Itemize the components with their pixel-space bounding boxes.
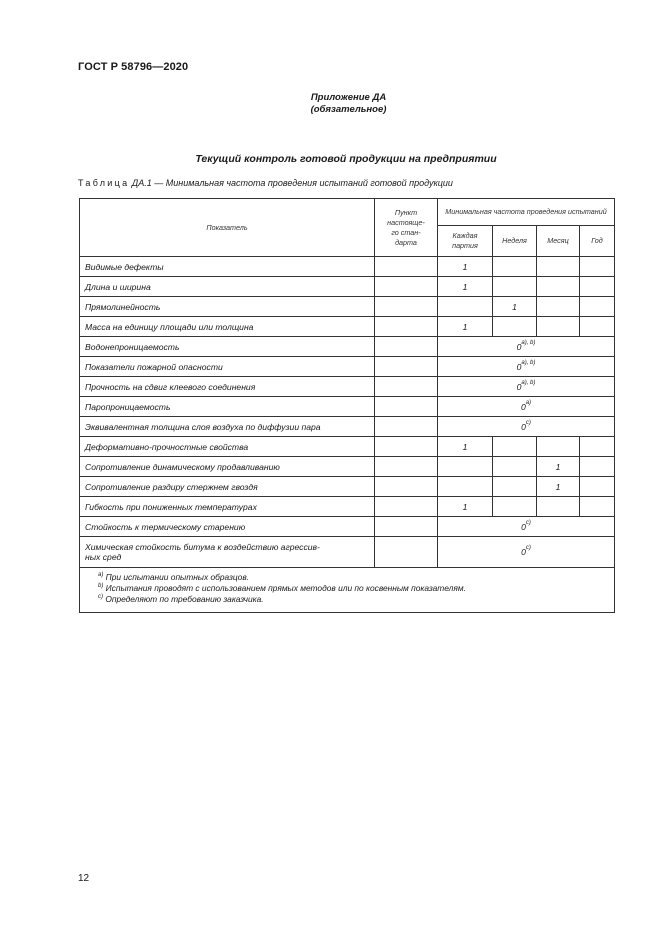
table-row — [80, 277, 615, 297]
table-row — [80, 317, 615, 337]
row-year — [580, 277, 615, 297]
row-batch: 1 — [438, 317, 493, 337]
row-month — [537, 497, 580, 517]
row-indicator: Водонепроницаемость — [80, 337, 375, 357]
row-indicator-line: Химическая стойкость битума к воздействию агрессив- — [85, 542, 320, 552]
row-year — [580, 497, 615, 517]
caption-text: Минимальная частота проведения испытаний готовой продукции — [165, 178, 453, 188]
table-row — [80, 497, 615, 517]
row-batch: 1 — [438, 497, 493, 517]
row-clause — [375, 437, 438, 457]
table-row — [80, 337, 615, 357]
header-clause-line: Пункт — [394, 207, 418, 217]
section-title: Текущий контроль готовой продукции на предприятии — [195, 153, 497, 165]
row-week — [493, 497, 537, 517]
row-week — [493, 277, 537, 297]
header-indicator: Показатель — [80, 199, 375, 257]
header-batch-line: Каждая — [452, 231, 478, 240]
table-row — [80, 357, 615, 377]
table-row — [80, 517, 615, 537]
row-month — [537, 437, 580, 457]
footnote-text: При испытании опытных образцов. — [103, 572, 250, 582]
footnote-mark: c) — [98, 594, 103, 600]
row-month: 1 — [537, 457, 580, 477]
row-week — [493, 257, 537, 277]
table-notes — [80, 568, 615, 613]
frequency-value: 0 — [521, 547, 526, 557]
row-clause — [375, 317, 438, 337]
header-clause — [375, 199, 438, 257]
frequency-value: 0 — [516, 361, 522, 372]
table-caption — [78, 178, 453, 188]
row-indicator: Гибкость при пониженных температурах — [80, 497, 375, 517]
header-batch-line: партия — [452, 241, 478, 250]
row-clause — [375, 377, 438, 397]
row-frequency-merged — [438, 417, 615, 437]
row-clause — [375, 297, 438, 317]
row-indicator: Сопротивление динамическому продавливанию — [80, 457, 375, 477]
caption-number: ДА.1 — [131, 178, 152, 188]
table-row — [80, 417, 615, 437]
frequency-value: 0 — [516, 381, 522, 392]
table-row — [80, 537, 615, 568]
row-indicator: Масса на единицу площади или толщина — [80, 317, 375, 337]
footnote-ref: c) — [525, 419, 531, 426]
row-batch — [438, 477, 493, 497]
footnote — [98, 572, 609, 583]
row-frequency-merged — [438, 357, 615, 377]
row-week — [493, 477, 537, 497]
appendix-title: Приложение ДА — [310, 92, 387, 103]
row-clause — [375, 497, 438, 517]
header-frequency: Минимальная частота проведения испытаний — [438, 199, 615, 226]
footnote-ref: а) — [525, 399, 532, 406]
notes-row — [80, 568, 615, 613]
row-indicator: Деформативно-прочностные свойства — [80, 437, 375, 457]
caption-prefix: Таблица — [78, 178, 130, 188]
row-month — [537, 297, 580, 317]
table-row — [80, 397, 615, 417]
row-batch: 1 — [438, 437, 493, 457]
frequency-value: 0 — [521, 421, 526, 432]
row-clause — [375, 457, 438, 477]
row-year — [580, 437, 615, 457]
row-clause — [375, 337, 438, 357]
row-clause — [375, 417, 438, 437]
table-row — [80, 437, 615, 457]
footnote — [98, 583, 609, 594]
row-clause — [375, 537, 438, 568]
table-row — [80, 457, 615, 477]
row-year — [580, 477, 615, 497]
row-indicator: Показатели пожарной опасности — [80, 357, 375, 377]
row-clause — [375, 477, 438, 497]
row-clause — [375, 397, 438, 417]
row-month: 1 — [537, 477, 580, 497]
row-year — [580, 317, 615, 337]
row-frequency-merged — [438, 397, 615, 417]
footnote-ref: а), b) — [521, 379, 536, 386]
row-batch — [438, 297, 493, 317]
inspection-table — [79, 198, 615, 613]
caption-dash: — — [151, 178, 166, 188]
row-week — [493, 317, 537, 337]
row-clause — [375, 257, 438, 277]
row-indicator: Эквивалентная толщина слоя воздуха по диффузии пара — [80, 417, 375, 437]
footnote-ref: c) — [525, 545, 531, 551]
row-year — [580, 457, 615, 477]
row-year — [580, 297, 615, 317]
table-row — [80, 297, 615, 317]
header-row — [80, 199, 615, 226]
row-indicator: Сопротивление раздиру стержнем гвоздя — [80, 477, 375, 497]
table-row — [80, 477, 615, 497]
row-frequency-merged — [438, 337, 615, 357]
footnote-mark: а) — [98, 572, 104, 578]
row-week: 1 — [493, 297, 537, 317]
footnote — [98, 594, 609, 605]
row-month — [537, 257, 580, 277]
header-batch — [438, 226, 493, 257]
row-batch: 1 — [438, 277, 493, 297]
row-frequency-merged — [438, 537, 615, 568]
appendix-status: (обязательное) — [310, 104, 387, 115]
row-indicator: Прямолинейность — [80, 297, 375, 317]
row-month — [537, 317, 580, 337]
footnote-ref: c) — [525, 519, 531, 526]
row-indicator: Видимые дефекты — [80, 257, 375, 277]
footnote-ref: а), b) — [521, 359, 536, 366]
footnote-text: Испытания проводят с использованием прямых методов или по косвенным показателям. — [103, 583, 466, 593]
row-batch — [438, 457, 493, 477]
row-frequency-merged — [438, 377, 615, 397]
frequency-value: 0 — [521, 521, 526, 532]
header-year: Год — [580, 226, 615, 257]
row-frequency-merged — [438, 517, 615, 537]
row-clause — [375, 277, 438, 297]
row-indicator: Прочность на сдвиг клеевого соединения — [80, 377, 375, 397]
header-week: Неделя — [493, 226, 537, 257]
table-row — [80, 257, 615, 277]
row-clause — [375, 517, 438, 537]
appendix-heading — [0, 92, 661, 116]
header-month: Месяц — [537, 226, 580, 257]
footnote-ref: а), b) — [521, 339, 536, 346]
row-indicator: Стойкость к термическому старению — [80, 517, 375, 537]
page-number: 12 — [78, 873, 90, 884]
frequency-value: 0 — [520, 401, 526, 412]
frequency-value: 0 — [516, 341, 522, 352]
row-indicator — [80, 537, 375, 568]
header-clause-line: го стан- — [391, 227, 421, 237]
row-week — [493, 457, 537, 477]
footnote-mark: b) — [98, 583, 104, 589]
row-week — [493, 437, 537, 457]
row-clause — [375, 357, 438, 377]
header-clause-line: дарта — [395, 237, 417, 247]
row-batch: 1 — [438, 257, 493, 277]
row-indicator: Длина и ширина — [80, 277, 375, 297]
table-row — [80, 377, 615, 397]
footnote-text: Определяют по требованию заказчика. — [103, 594, 264, 604]
row-month — [537, 277, 580, 297]
row-year — [580, 257, 615, 277]
row-indicator-line: ных сред — [85, 552, 122, 562]
row-indicator: Паропроницаемость — [80, 397, 375, 417]
header-clause-line: настояще- — [387, 217, 425, 227]
standard-designation: ГОСТ Р 58796—2020 — [78, 61, 189, 73]
